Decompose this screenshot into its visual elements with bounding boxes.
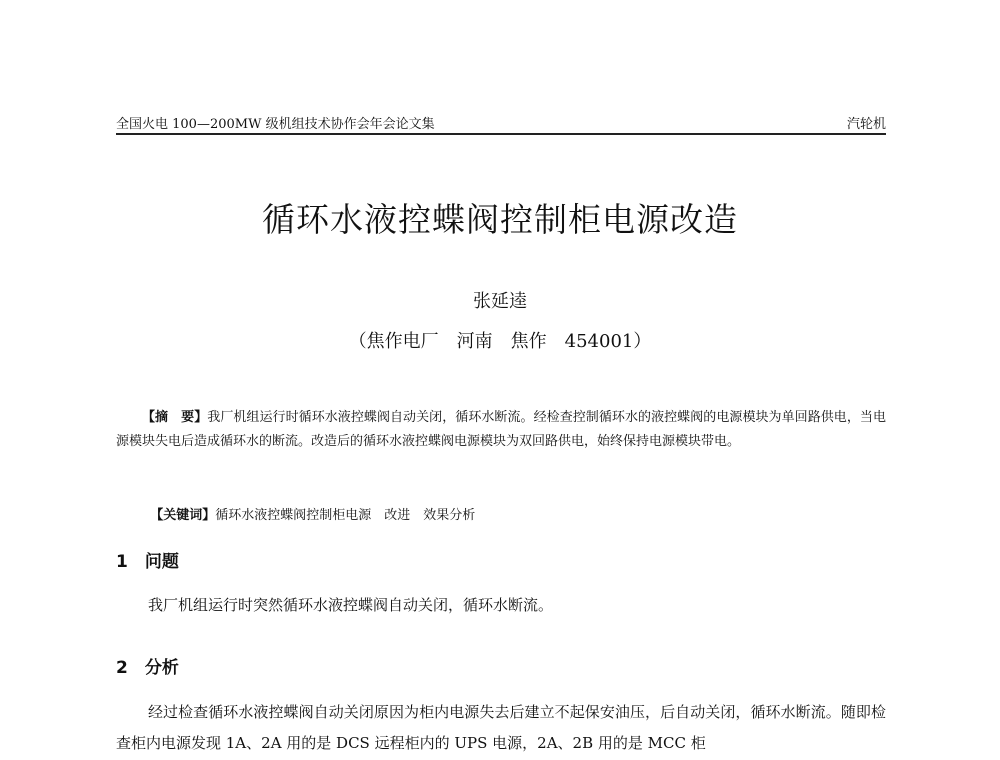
abstract bbox=[116, 406, 886, 454]
author-affiliation: （焦作电厂 河南 焦作 454001） bbox=[348, 331, 652, 352]
header-section-name: 汽轮机 bbox=[846, 117, 886, 132]
running-header bbox=[116, 110, 886, 132]
paper-title: 循环水液控蝶阀控制柜电源改造 bbox=[262, 200, 738, 239]
section-heading-problem: 1 问题 bbox=[116, 552, 179, 572]
section-body-problem: 我厂机组运行时突然循环水液控蝶阀自动关闭，循环水断流。 bbox=[148, 596, 554, 614]
keywords bbox=[142, 489, 475, 523]
section-body-analysis: 经过检查循环水液控蝶阀自动关闭原因为柜内电源失去后建立不起保安油压，后自动关闭，循环水断流。随即检查柜内电源发现 1A、2A 用的是 DCS 远程柜内的 UPS 电源，2A、2B 用的是 MCC 柜 bbox=[116, 703, 886, 752]
abstract-text: 我厂机组运行时循环水液控蝶阀自动关闭，循环水断流。经检查控制循环水的液控蝶阀的电源模块为单回路供电，当电源模块失电后造成循环水的断流。改造后的循环水液控蝶阀电源模块为双回路供电，始终保持电源模块带电。 bbox=[116, 410, 886, 449]
header-proceedings-title: 全国火电 100—200MW 级机组技术协作会年会论文集 bbox=[116, 117, 435, 132]
abstract-label: 【摘 要】 bbox=[142, 410, 208, 425]
section-heading-analysis: 2 分析 bbox=[116, 658, 179, 678]
keywords-text: 循环水液控蝶阀控制柜电源 改进 效果分析 bbox=[215, 508, 476, 523]
author-name: 张延逵 bbox=[473, 291, 527, 312]
header-rule bbox=[116, 133, 886, 135]
keywords-label: 【关键词】 bbox=[150, 508, 216, 523]
